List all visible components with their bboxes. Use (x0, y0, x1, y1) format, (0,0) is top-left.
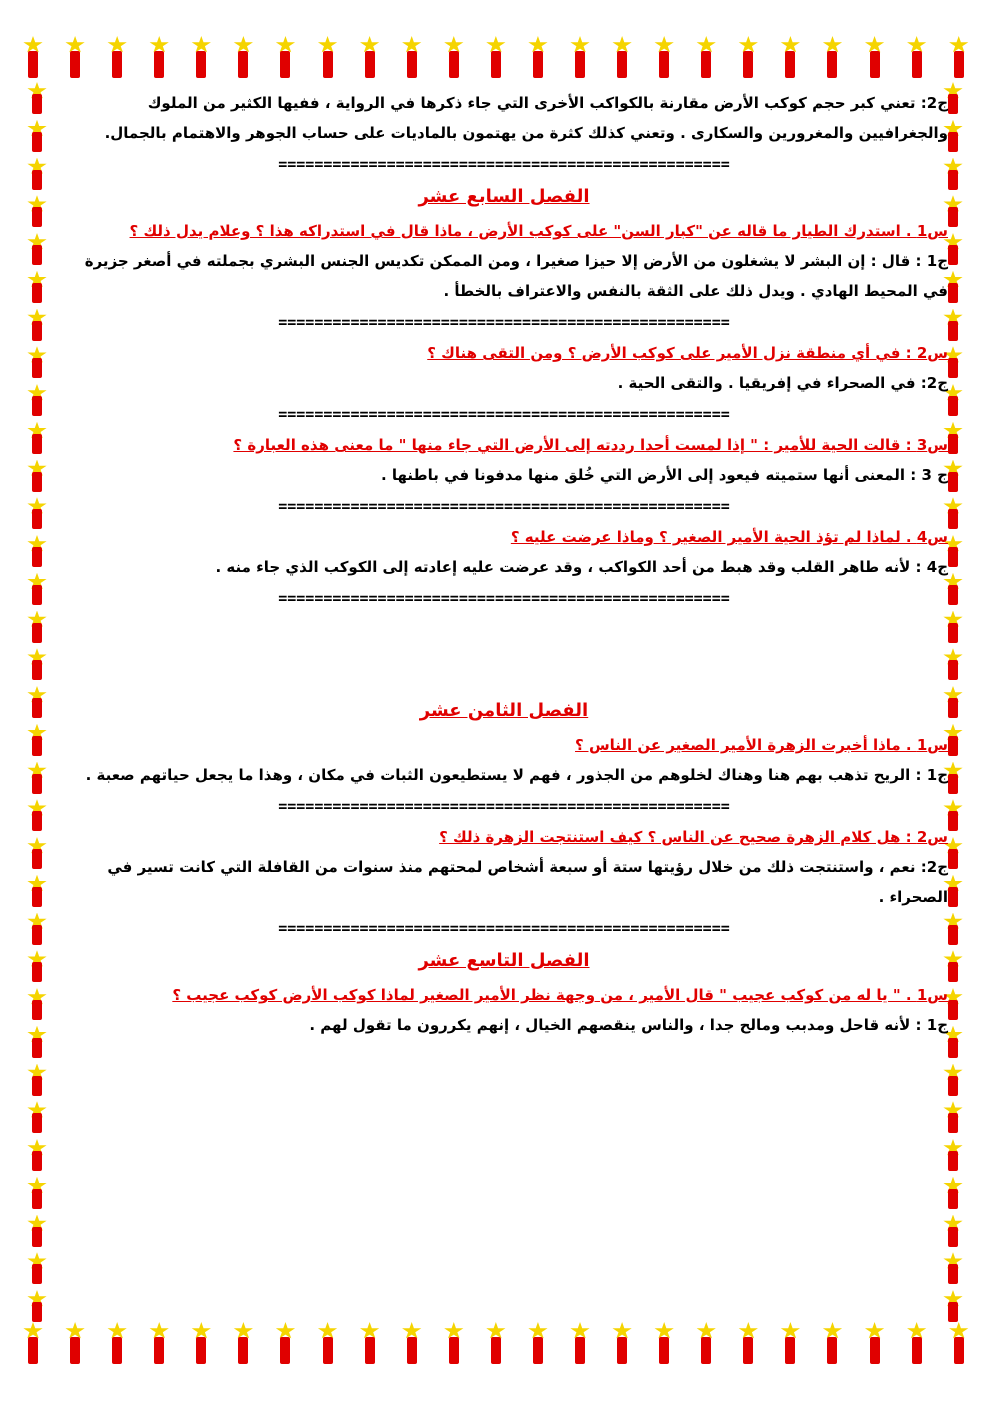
candle-star-icon (864, 36, 886, 78)
separator-line: ================================================== (278, 919, 730, 937)
candle-star-icon (106, 1322, 128, 1364)
candle-border-left (26, 82, 52, 1322)
answer: ج4 : لأنه طاهر القلب وقد هبط من أحد الكواكب ، وقد عرضت عليه إعادته إلى الكوكب الذي جاء منه . (215, 558, 948, 576)
candle-star-icon (64, 1322, 86, 1364)
candle-star-icon (527, 36, 549, 78)
candle-star-icon (443, 1322, 465, 1364)
candle-star-icon (26, 799, 48, 831)
candle-star-icon (26, 837, 48, 869)
candle-star-icon (942, 1177, 964, 1209)
candle-star-icon (26, 762, 48, 794)
candle-star-icon (864, 1322, 886, 1364)
candle-star-icon (359, 36, 381, 78)
candle-star-icon (317, 36, 339, 78)
candle-star-icon (569, 1322, 591, 1364)
candle-star-icon (26, 497, 48, 529)
candle-star-icon (401, 1322, 423, 1364)
candle-star-icon (26, 271, 48, 303)
candle-star-icon (317, 1322, 339, 1364)
chapter-title: الفصل السابع عشر (418, 186, 590, 207)
candle-star-icon (22, 1322, 44, 1364)
candle-star-icon (26, 309, 48, 341)
candle-star-icon (611, 36, 633, 78)
candle-star-icon (359, 1322, 381, 1364)
answer: ج 3 : المعنى أنها ستميته فيعود إلى الأرض التي خُلق منها مدفونا في باطنها . (380, 466, 948, 484)
answer: ج2: في الصحراء في إفريقيا . والتقى الحية . (617, 374, 948, 392)
candle-star-icon (26, 120, 48, 152)
separator-line: ================================================== (278, 405, 730, 423)
candle-star-icon (26, 422, 48, 454)
candle-star-icon (148, 1322, 170, 1364)
candle-star-icon (779, 36, 801, 78)
candle-star-icon (274, 36, 296, 78)
candle-star-icon (232, 1322, 254, 1364)
candle-star-icon (232, 36, 254, 78)
question: س2 : هل كلام الزهرة صحيح عن الناس ؟ كيف استنتجت الزهرة ذلك ؟ (439, 828, 948, 846)
candle-star-icon (26, 950, 48, 982)
chapter-title: الفصل التاسع عشر (418, 950, 590, 971)
candle-star-icon (190, 1322, 212, 1364)
candle-star-icon (443, 36, 465, 78)
candle-star-icon (485, 1322, 507, 1364)
candle-star-icon (26, 1064, 48, 1096)
separator-line: ================================================== (278, 497, 730, 515)
candle-star-icon (821, 1322, 843, 1364)
candle-star-icon (942, 1064, 964, 1096)
chapter-title: الفصل الثامن عشر (419, 700, 589, 721)
candle-star-icon (942, 1290, 964, 1322)
candle-star-icon (26, 346, 48, 378)
candle-border-top (22, 36, 970, 86)
separator-line: ================================================== (278, 797, 730, 815)
candle-border-bottom (22, 1322, 970, 1372)
candle-star-icon (942, 1215, 964, 1247)
candle-star-icon (190, 36, 212, 78)
candle-star-icon (26, 535, 48, 567)
candle-star-icon (26, 875, 48, 907)
candle-star-icon (26, 573, 48, 605)
candle-star-icon (26, 233, 48, 265)
candle-star-icon (26, 724, 48, 756)
candle-star-icon (26, 1252, 48, 1284)
candle-star-icon (942, 1101, 964, 1133)
candle-star-icon (948, 36, 970, 78)
question: س3 : قالت الحية للأمير : " إذا لمست أحدا رددته إلى الأرض التي جاء منها " ما معنى هذه العبارة ؟ (233, 436, 948, 454)
answer: ج1 : الريح تذهب بهم هنا وهناك لخلوهم من الجذور ، فهم لا يستطيعون الثبات في مكان ، وهذا ما يجعل حياتهم صعبة . (85, 766, 948, 784)
candle-star-icon (942, 1252, 964, 1284)
candle-star-icon (653, 1322, 675, 1364)
candle-star-icon (906, 36, 928, 78)
answer: ج1 : قال : إن البشر لا يشغلون من الأرض إلا حيزا صغيرا ، ومن الممكن تكديس الجنس البشري بجملته في أصغر جزيرة في المحيط الهادي . ويدل ذلك على الثقة بالنفس والاعتراف بالخطأ . (84, 252, 948, 300)
candle-star-icon (26, 648, 48, 680)
candle-star-icon (611, 1322, 633, 1364)
candle-star-icon (948, 1322, 970, 1364)
candle-star-icon (26, 1139, 48, 1171)
candle-star-icon (569, 36, 591, 78)
candle-star-icon (26, 158, 48, 190)
separator-line: ================================================== (278, 313, 730, 331)
question: س1 . ماذا أخبرت الزهرة الأمير الصغير عن الناس ؟ (575, 736, 948, 754)
candle-star-icon (26, 611, 48, 643)
candle-star-icon (653, 36, 675, 78)
answer: ج2: نعم ، واستنتجت ذلك من خلال رؤيتها ستة أو سبعة أشخاص لمحتهم منذ سنوات من القافلة التي كانت تسير في الصحراء . (107, 858, 948, 906)
document-body (60, 88, 948, 1040)
candle-star-icon (26, 1026, 48, 1058)
candle-star-icon (401, 36, 423, 78)
candle-star-icon (26, 195, 48, 227)
candle-star-icon (527, 1322, 549, 1364)
candle-star-icon (485, 36, 507, 78)
candle-star-icon (26, 384, 48, 416)
question: س2 : في أي منطقة نزل الأمير على كوكب الأرض ؟ ومن التقى هناك ؟ (427, 344, 948, 362)
candle-star-icon (821, 36, 843, 78)
spacer (60, 614, 948, 690)
candle-star-icon (26, 1101, 48, 1133)
candle-star-icon (64, 36, 86, 78)
candle-star-icon (737, 36, 759, 78)
candle-star-icon (26, 913, 48, 945)
question: س1 . استدرك الطيار ما قاله عن "كبار السن" على كوكب الأرض ، ماذا قال في استدراكه هذا ؟ وعلام يدل ذلك ؟ (129, 222, 948, 240)
candle-star-icon (148, 36, 170, 78)
candle-star-icon (26, 1177, 48, 1209)
question: س1 . " يا له من كوكب عجيب " قال الأمير ، من وجهة نظر الأمير الصغير لماذا كوكب الأرض كوكب عجيب ؟ (172, 986, 948, 1004)
candle-star-icon (26, 460, 48, 492)
candle-star-icon (906, 1322, 928, 1364)
candle-star-icon (274, 1322, 296, 1364)
candle-star-icon (22, 36, 44, 78)
separator-line: ================================================== (278, 155, 730, 173)
candle-star-icon (26, 686, 48, 718)
candle-star-icon (737, 1322, 759, 1364)
candle-star-icon (695, 1322, 717, 1364)
candle-star-icon (26, 82, 48, 114)
candle-star-icon (779, 1322, 801, 1364)
answer: ج1 : لأنه قاحل ومدبب ومالح جدا ، والناس ينقصهم الخيال ، إنهم يكررون ما تقول لهم . (309, 1016, 948, 1034)
candle-star-icon (942, 1139, 964, 1171)
answer: ج2: تعني كبر حجم كوكب الأرض مقارنة بالكواكب الأخرى التي جاء ذكرها في الرواية ، ففيها الكثير من الملوك والجغرافيين والمغرورين والسكارى . وتعني كذلك كثرة من يهتمون بالماديات على حساب الجوهر والاهتمام بالجمال. (104, 94, 948, 142)
separator-line: ================================================== (278, 589, 730, 607)
question: س4 . لماذا لم تؤذ الحية الأمير الصغير ؟ وماذا عرضت عليه ؟ (510, 528, 948, 546)
candle-star-icon (26, 1215, 48, 1247)
candle-star-icon (695, 36, 717, 78)
candle-star-icon (26, 988, 48, 1020)
candle-star-icon (26, 1290, 48, 1322)
candle-star-icon (106, 36, 128, 78)
